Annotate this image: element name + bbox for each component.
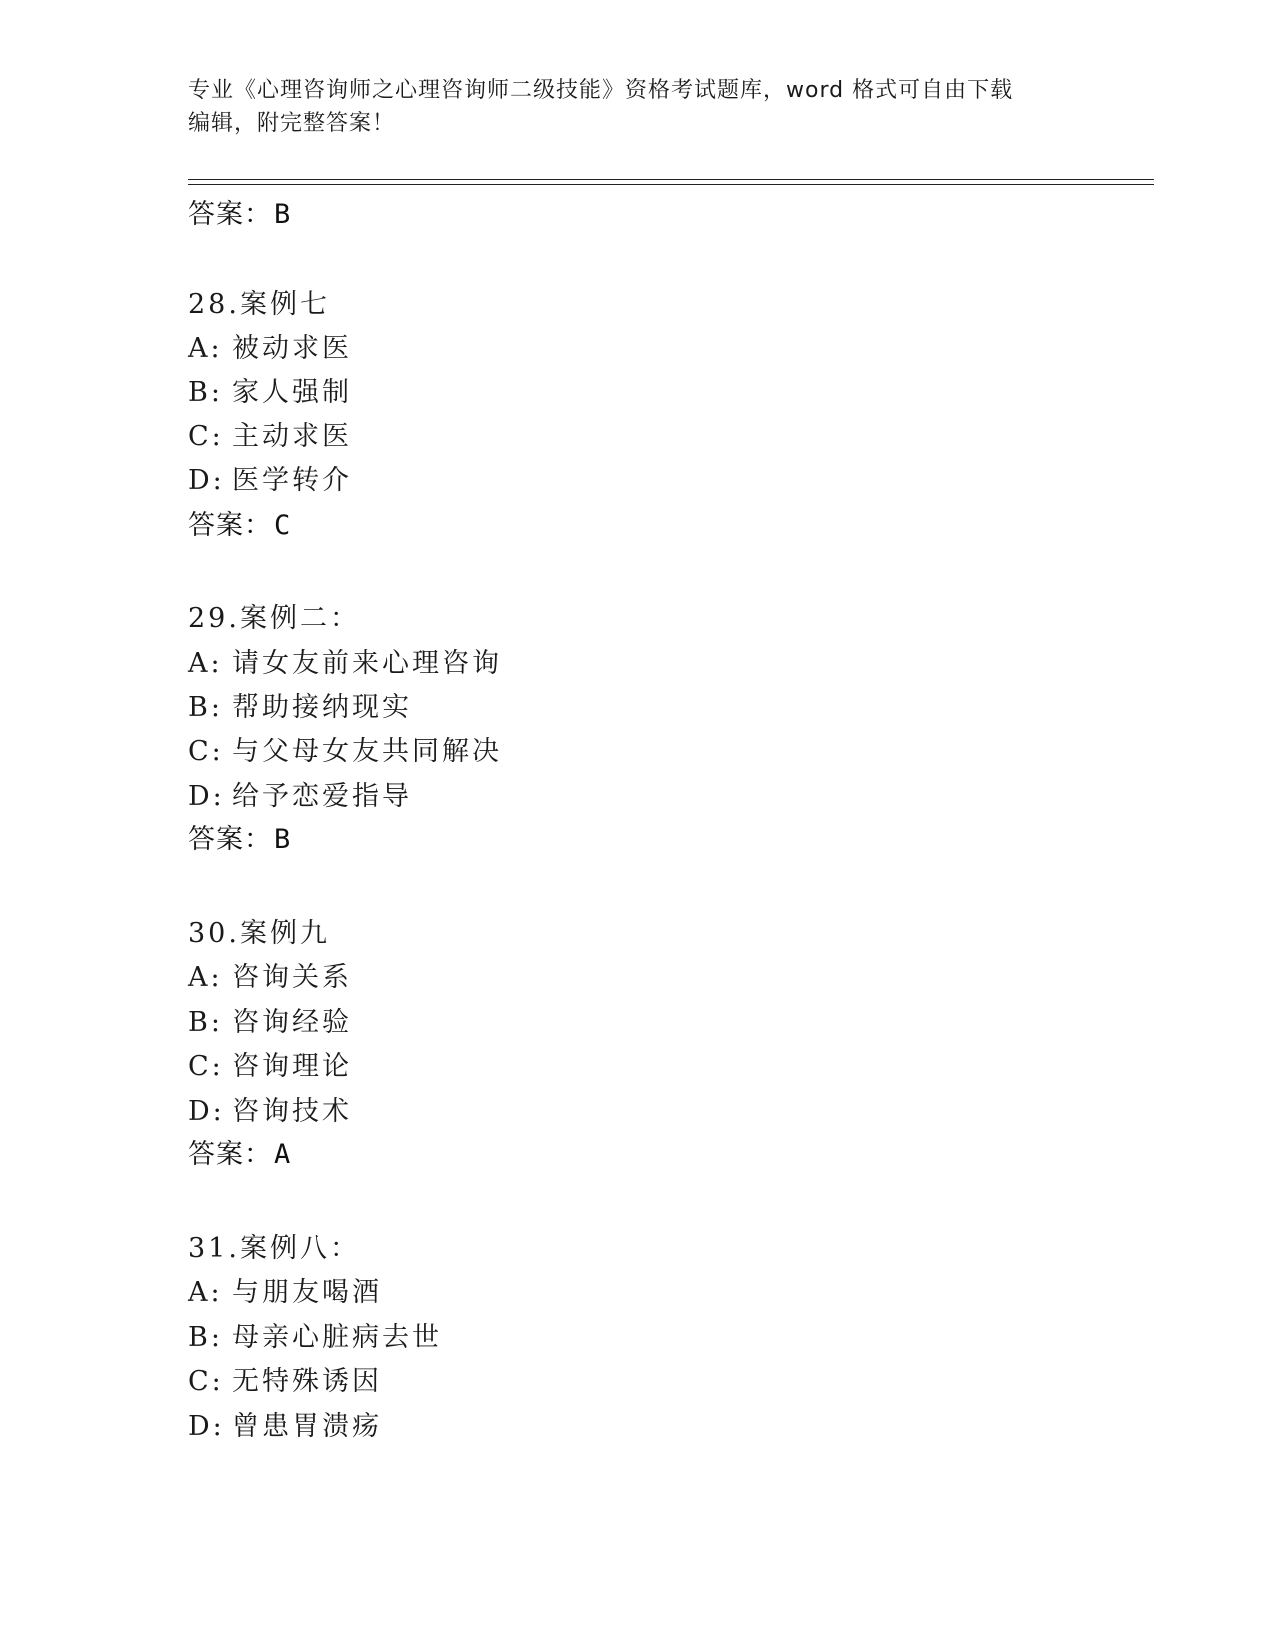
option-line: [188, 1404, 382, 1443]
answer-line: [188, 192, 291, 231]
document-header: [188, 74, 1088, 140]
option-label: A:: [188, 648, 223, 679]
option-line: [188, 458, 352, 497]
option-text: 与父母女友共同解决: [232, 736, 502, 767]
option-label: C:: [188, 1366, 224, 1397]
option-text: 咨询关系: [232, 962, 352, 993]
option-label: C:: [188, 421, 224, 452]
option-label: D:: [188, 465, 225, 496]
option-line: [188, 1044, 352, 1083]
question-title: 31.案例八：: [188, 1233, 360, 1264]
option-label: D:: [188, 1411, 225, 1442]
option-label: C:: [188, 736, 224, 767]
option-line: [188, 1000, 352, 1039]
option-label: A:: [188, 962, 223, 993]
option-line: [188, 729, 502, 768]
option-label: B:: [188, 1322, 223, 1353]
option-line: [188, 1089, 352, 1128]
answer-label: 答案：: [188, 510, 272, 541]
option-text: 无特殊诱因: [232, 1366, 382, 1397]
option-text: 给予恋爱指导: [232, 781, 412, 812]
header-divider-top: [188, 179, 1154, 180]
question-title: 28.案例七: [188, 289, 330, 320]
option-line: [188, 1270, 382, 1309]
option-text: 曾患胃溃疡: [232, 1411, 382, 1442]
option-text: 主动求医: [232, 421, 352, 452]
header-line-2: 编辑，附完整答案！: [188, 111, 396, 136]
option-label: A:: [188, 1277, 223, 1308]
question-title: 30.案例九: [188, 918, 330, 949]
option-label: B:: [188, 1007, 223, 1038]
option-line: [188, 1359, 382, 1398]
option-text: 家人强制: [232, 377, 352, 408]
answer-value: B: [274, 199, 292, 230]
answer-label: 答案：: [188, 1139, 272, 1170]
option-text: 被动求医: [232, 333, 352, 364]
answer-label: 答案：: [188, 824, 272, 855]
header-divider-bottom: [188, 184, 1154, 185]
answer-line: [188, 1132, 291, 1171]
option-text: 帮助接纳现实: [232, 692, 412, 723]
answer-value: A: [274, 1139, 292, 1170]
option-line: [188, 414, 352, 453]
option-label: D:: [188, 781, 225, 812]
option-text: 母亲心脏病去世: [232, 1322, 442, 1353]
option-line: [188, 641, 502, 680]
option-label: B:: [188, 692, 223, 723]
option-line: [188, 774, 412, 813]
option-line: [188, 370, 352, 409]
option-label: D:: [188, 1096, 225, 1127]
answer-label: 答案：: [188, 199, 272, 230]
option-text: 请女友前来心理咨询: [232, 648, 502, 679]
answer-line: [188, 503, 291, 542]
answer-value: C: [274, 510, 292, 541]
option-label: A:: [188, 333, 223, 364]
answer-line: [188, 817, 291, 856]
question-title: 29.案例二：: [188, 603, 360, 634]
option-line: [188, 685, 412, 724]
option-text: 咨询理论: [232, 1051, 352, 1082]
header-line-1: 专业《心理咨询师之心理咨询师二级技能》资格考试题库，word 格式可自由下载: [188, 78, 1014, 103]
answer-value: B: [274, 824, 292, 855]
option-text: 与朋友喝酒: [232, 1277, 382, 1308]
option-text: 医学转介: [232, 465, 352, 496]
option-label: C:: [188, 1051, 224, 1082]
option-text: 咨询技术: [232, 1096, 352, 1127]
option-line: [188, 955, 352, 994]
option-text: 咨询经验: [232, 1007, 352, 1038]
option-line: [188, 1315, 442, 1354]
option-line: [188, 326, 352, 365]
option-label: B:: [188, 377, 223, 408]
